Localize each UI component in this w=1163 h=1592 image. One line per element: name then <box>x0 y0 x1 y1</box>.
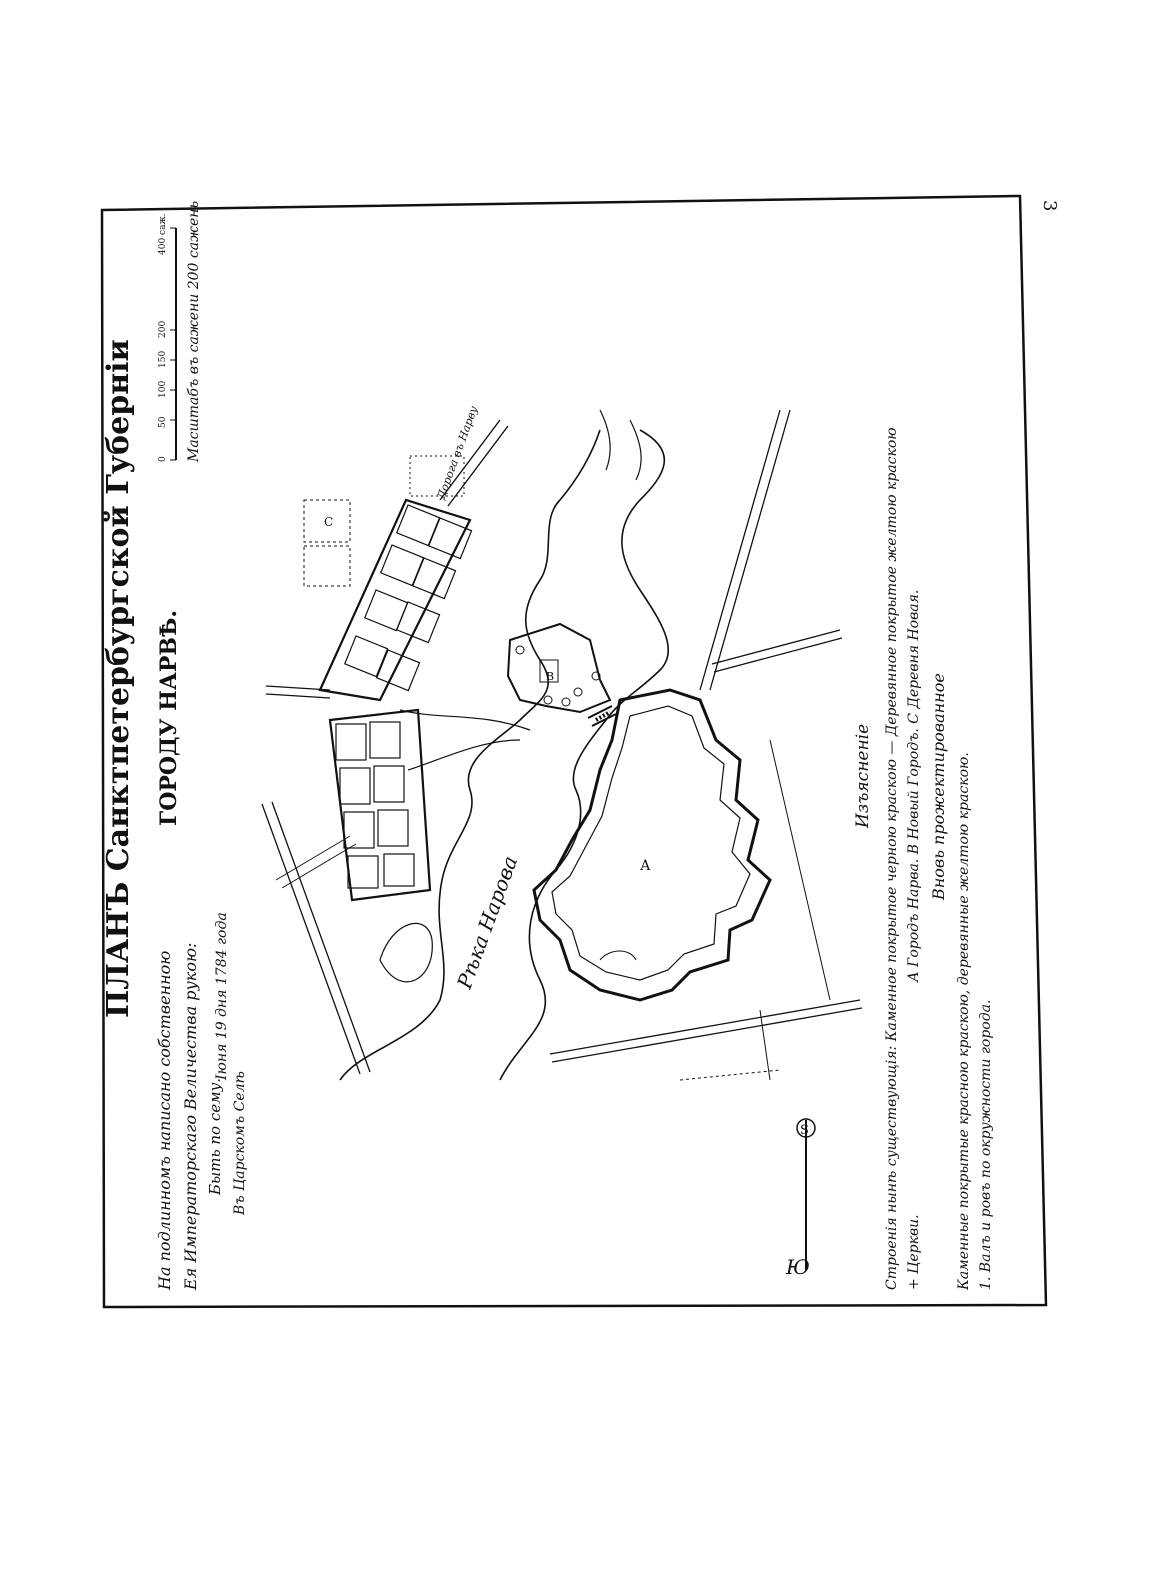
roads <box>262 404 862 1080</box>
river-east-bank <box>500 430 668 1080</box>
map-title <box>101 339 182 1018</box>
confirmation-line-5: Іюня 19 дня 1784 года <box>214 912 230 1080</box>
legend-line-3: + Церкви. <box>906 1214 922 1290</box>
town-outer-boundary-lower <box>330 710 430 900</box>
fortress-a <box>534 690 770 1000</box>
fortress-a-outer-wall <box>534 690 770 1000</box>
scale-tick-1: 50 <box>158 416 168 428</box>
legend <box>853 427 994 1291</box>
confirmation-inscription <box>155 912 248 1291</box>
village-c <box>304 500 350 586</box>
village-c-label: С <box>324 515 334 529</box>
confirmation-line-3: Быть по сему. <box>206 1077 224 1195</box>
road-east <box>700 410 790 690</box>
compass-north-label: S <box>800 1123 809 1138</box>
road-label: Дорога въ Нарву <box>434 404 481 502</box>
new-town-grid <box>304 456 472 900</box>
town-outer-boundary <box>320 500 470 700</box>
legend-line-2: А Городъ Нарва. В Новый Городъ. С Деревня Новая. <box>906 589 922 982</box>
page-mark: 3 <box>1039 200 1060 212</box>
scale-tick-0: 0 <box>158 456 168 462</box>
title-line-2: ГОРОДУ НАРВѢ. <box>156 609 182 826</box>
road-dashed <box>680 1070 780 1080</box>
confirmation-line-1: На подлинномъ написано собственною <box>155 950 174 1290</box>
scale-tick-3: 150 <box>158 350 168 368</box>
scale-tick-4: 200 <box>158 320 168 338</box>
scale-bar <box>158 201 202 463</box>
bridge <box>588 706 616 726</box>
legend-heading: Изъясненіе <box>853 723 873 828</box>
river-label: Рѣка Нарова <box>452 852 523 992</box>
compass-south-label: Ю <box>786 1255 810 1279</box>
castle-b <box>508 624 610 712</box>
fortress-a-label: А <box>640 858 651 874</box>
legend-line-1: Строенія нынѣ существующія: Каменное покрытое черною краскою — Деревянное покрытое желтою краскою <box>884 427 900 1290</box>
road-east-bank <box>760 740 830 1080</box>
legend-line-5: 1. Валъ и ровъ по окружности города. <box>978 999 994 1290</box>
legend-line-4: Каменные покрытые красною краскою, деревянные желтою краскою. <box>956 752 972 1290</box>
scale-end-label: 400 саж. <box>158 213 168 255</box>
compass <box>785 1119 815 1279</box>
castle-b-label: В <box>546 670 555 683</box>
confirmation-line-4: Въ Царскомъ Селѣ <box>232 1071 248 1215</box>
road-west <box>262 802 370 1074</box>
legend-heading-2: Вновь прожектированное <box>929 673 948 900</box>
scale-tick-2: 100 <box>158 380 168 398</box>
river-tributary <box>600 410 641 480</box>
fortress-a-gate <box>600 951 636 960</box>
confirmation-line-2: Ея Императорскаго Величества рукою: <box>181 942 200 1290</box>
title-line-1: ПЛАНЪ Санктпетербургской Губерніи <box>101 339 136 1018</box>
river <box>340 410 668 1080</box>
river-island <box>380 923 432 981</box>
castle-b-wall <box>508 624 610 712</box>
fortress-a-inner-wall <box>552 706 750 980</box>
road-east-2 <box>712 630 842 672</box>
road-south <box>550 1000 862 1062</box>
scale-caption: Масштабъ въ сажени 200 сажень <box>186 200 202 462</box>
